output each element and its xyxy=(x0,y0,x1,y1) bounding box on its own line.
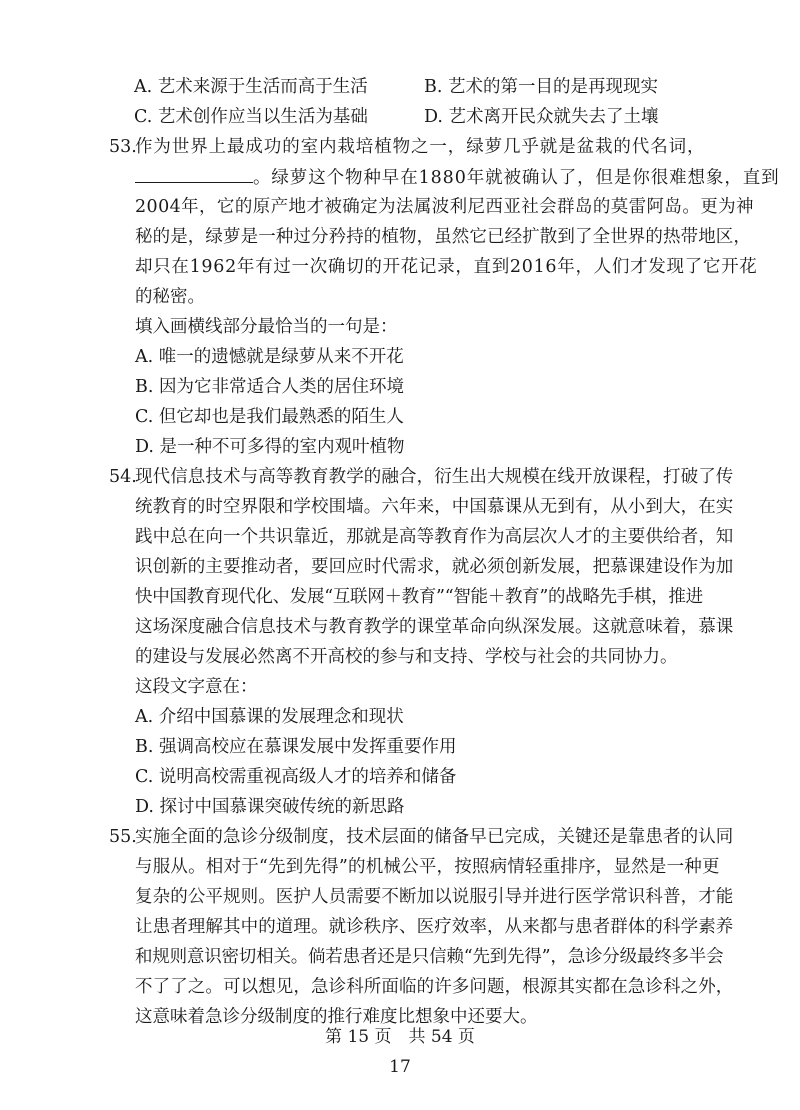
q53-line-3: 2004年，它的原产地才被确定为法属波利尼西亚社会群岛的莫雷阿岛。更为神 xyxy=(135,197,754,217)
q55-line-4: 让患者理解其中的道理。就诊秩序、医疗效率，从来都与患者群体的科学素养 xyxy=(135,917,734,937)
q54-option-a: A. 介绍中国慕课的发展理念和现状 xyxy=(135,707,404,727)
q53-number: 53. xyxy=(109,137,137,157)
q54-line-1: 现代信息技术与高等教育教学的融合，衍生出大规模在线开放课程，打破了传 xyxy=(135,467,734,487)
page-number: 17 xyxy=(389,1057,411,1077)
q55-line-3: 复杂的公平规则。医护人员需要不断加以说服引导并进行医学常识科普，才能 xyxy=(135,887,734,907)
q53-option-b: B. 因为它非常适合人类的居住环境 xyxy=(135,377,404,397)
q55-line-6: 不了了之。可以想见，急诊科所面临的许多问题，根源其实都在急诊科之外， xyxy=(135,977,734,997)
q55-line-7: 这意味着急诊分级制度的推行难度比想象中还要大。 xyxy=(135,1007,538,1027)
q53-option-d: D. 是一种不可多得的室内观叶植物 xyxy=(135,437,405,457)
q54-option-b: B. 强调高校应在慕课发展中发挥重要作用 xyxy=(135,737,457,757)
q55-line-2: 与服从。相对于“先到先得”的机械公平，按照病情轻重排序，显然是一种更 xyxy=(135,857,720,877)
page-info: 第 15 页 共 54 页 xyxy=(325,1027,475,1047)
q54-option-c: C. 说明高校需重视高级人才的培养和储备 xyxy=(135,767,457,787)
q54-line-7: 的建设与发展必然离不开高校的参与和支持、学校与社会的共同协力。 xyxy=(135,647,678,667)
fill-in-blank xyxy=(135,165,253,183)
q53-option-a: A. 唯一的遗憾就是绿萝从来不开花 xyxy=(135,347,404,367)
q53-option-c: C. 但它却也是我们最熟悉的陌生人 xyxy=(135,407,404,427)
q54-number: 54. xyxy=(109,467,137,487)
q54-line-6: 这场深度融合信息技术与教育教学的课堂革命向纵深发展。这就意味着，慕课 xyxy=(135,617,734,637)
q53-line-5: 却只在1962年有过一次确切的开花记录，直到2016年，人们才发现了它开花 xyxy=(135,257,758,277)
q53-line-6: 的秘密。 xyxy=(135,287,205,307)
q53-line-1: 作为世界上最成功的室内栽培植物之一，绿萝几乎就是盆栽的代名词， xyxy=(135,137,706,157)
q52-option-b: B. 艺术的第一目的是再现现实 xyxy=(424,77,658,97)
q54-line-3: 践中总在向一个共识靠近，那就是高等教育作为高层次人才的主要供给者，知 xyxy=(135,527,734,547)
q52-option-d: D. 艺术离开民众就失去了土壤 xyxy=(424,107,659,127)
q54-prompt: 这段文字意在： xyxy=(135,677,258,697)
q53-prompt: 填入画横线部分最恰当的一句是： xyxy=(135,317,398,337)
q54-line-2: 统教育的时空界限和学校围墙。六年来，中国慕课从无到有，从小到大，在实 xyxy=(135,497,734,517)
q54-line-5: 快中国教育现代化、发展“互联网＋教育”“智能＋教育”的战略先手棋，推进 xyxy=(135,587,703,607)
q55-number: 55. xyxy=(109,827,137,847)
q55-line-1: 实施全面的急诊分级制度，技术层面的储备早已完成，关键还是靠患者的认同 xyxy=(135,827,734,847)
q53-line-2: 。绿萝这个物种早在1880年就被确认了，但是你很难想象，直到 xyxy=(135,165,780,190)
q53-line-4: 秘的是，绿萝是一种过分矜持的植物，虽然它已经扩散到了全世界的热带地区， xyxy=(135,227,751,247)
q52-option-a: A. 艺术来源于生活而高于生活 xyxy=(134,77,368,97)
q54-line-4: 识创新的主要推动者，要回应时代需求，就必须创新发展，把慕课建设作为加 xyxy=(135,557,734,577)
q52-option-c: C. 艺术创作应当以生活为基础 xyxy=(134,107,368,127)
q54-option-d: D. 探讨中国慕课突破传统的新思路 xyxy=(135,797,405,817)
q55-line-5: 和规则意识密切相关。倘若患者还是只信赖“先到先得”，急诊分级最终多半会 xyxy=(135,947,724,967)
